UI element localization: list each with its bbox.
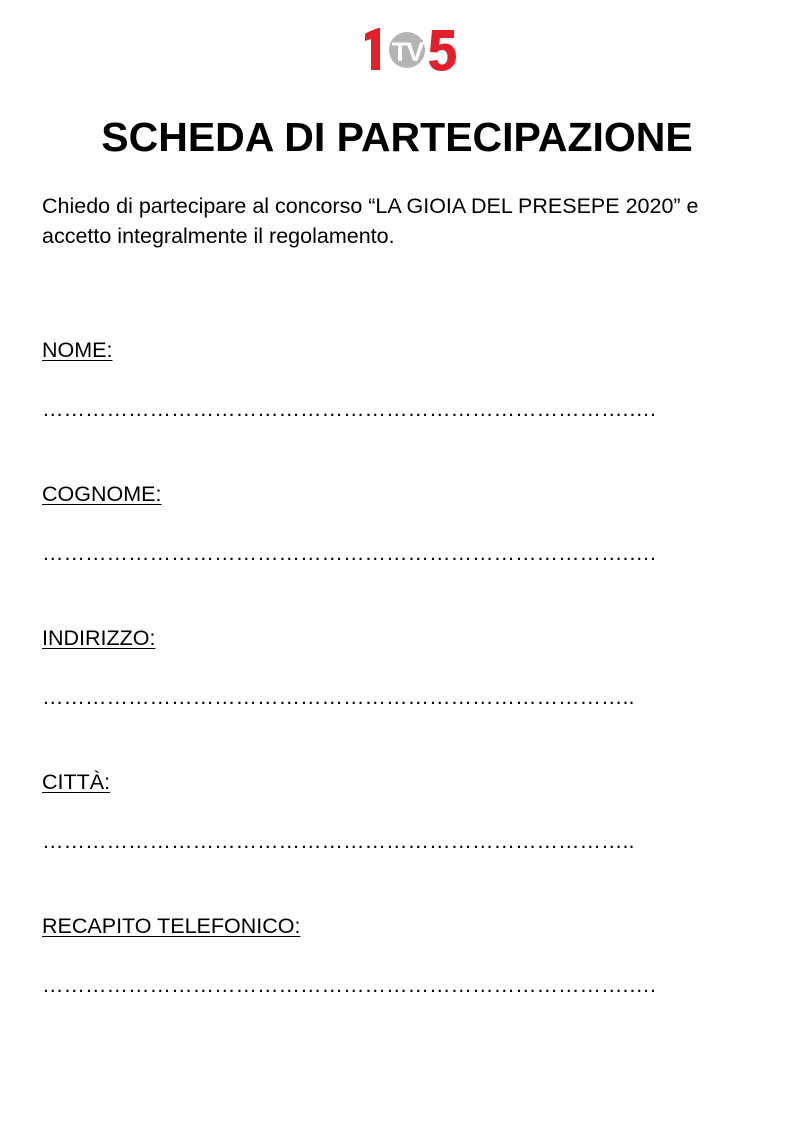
intro-paragraph: Chiedo di partecipare al concorso “LA GIOIA DEL PRESEPE 2020” e accetto integralmente il regolamento.: [42, 194, 699, 248]
field-input-cognome[interactable]: ……………………………………………………………………….….: [42, 541, 656, 565]
field-input-recapito-telefonico[interactable]: ……………………………………………………………………….….: [42, 973, 656, 997]
field-cognome: [42, 480, 762, 567]
field-recapito-telefonico: [42, 912, 762, 999]
field-input-indirizzo[interactable]: ………………………………………………………………………..: [42, 685, 635, 709]
page-title: SCHEDA DI PARTECIPAZIONE: [101, 114, 693, 160]
field-nome: [42, 336, 762, 423]
logo-digit-5: [429, 30, 456, 71]
field-label-nome: NOME:: [42, 338, 113, 362]
field-label-recapito-telefonico: RECAPITO TELEFONICO:: [42, 914, 301, 938]
logo-tv-letters: TV: [391, 37, 423, 67]
field-input-nome[interactable]: ……………………………………………………………………….….: [42, 397, 656, 421]
field-indirizzo: [42, 624, 762, 711]
field-citta: [42, 768, 762, 855]
logo-digit-1: [365, 28, 380, 70]
field-input-citta[interactable]: ………………………………………………………………………..: [42, 829, 635, 853]
tv5-logo: [362, 28, 458, 74]
field-label-indirizzo: INDIRIZZO:: [42, 626, 156, 650]
field-label-citta: CITTÀ:: [42, 770, 111, 794]
field-label-cognome: COGNOME:: [42, 482, 162, 506]
